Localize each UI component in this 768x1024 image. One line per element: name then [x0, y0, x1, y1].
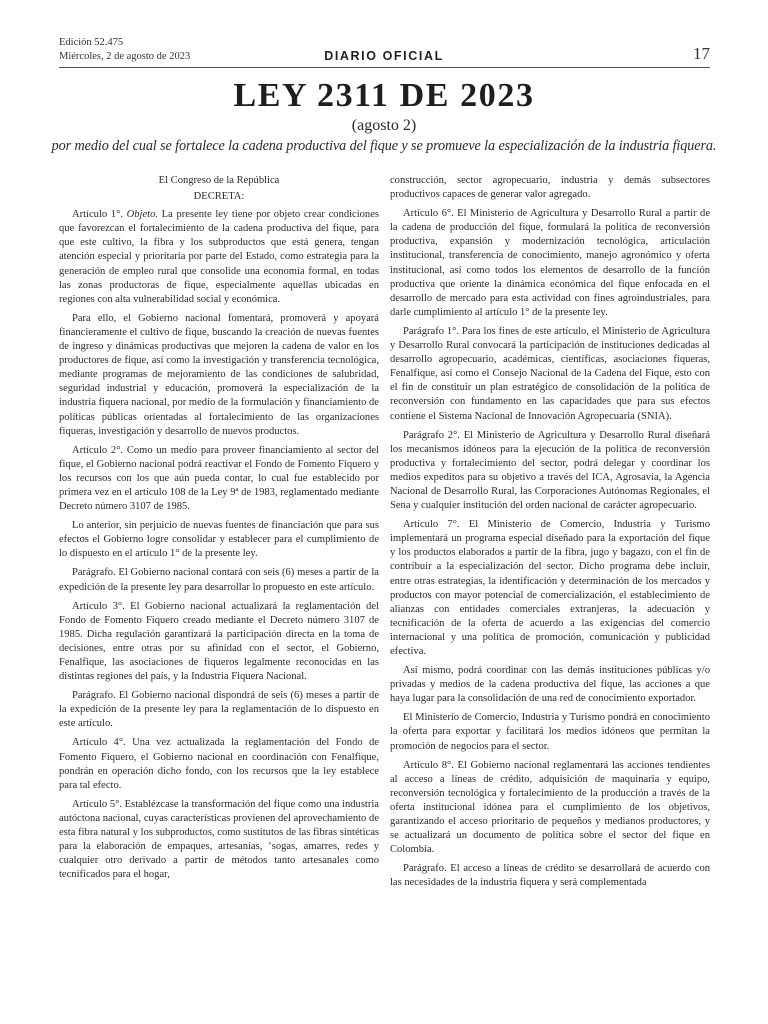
left-column: [59, 174, 379, 1020]
article-1-subject: Objeto.: [126, 209, 158, 221]
article-7: Artículo 7°. El Ministerio de Comercio, Industria y Turismo implementará un programa especial diseñado para la exportación del fique y los productos elaborados a partir de la fibra, jugo y bagazo, con el fin de contribuir a la especialización del sector. Dicho programa debe incluir, entre otras estrategias, la identificación y determinación de los mercados y productos con mayor potencial de comercialización, el establecimiento de alianzas con entidades comerciales extranjeras, la adecuación y tecnificación de la oferta de acuerdo a las exigencias del comercio internacional y una política de promoción, comunicación y publicidad efectiva.: [390, 519, 710, 657]
article-6-paragrafo-2: Parágrafo 2°. El Ministerio de Agricultura y Desarrollo Rural diseñará los mecanismos idóneos para la ejecución de la política de reconversión productiva y fortalecimiento del sector, podrá delegar y coordinar los medios expeditos para su objetivo a través del ICA, Agrosavia, la Agencia Nacional de Desarrollo Rural, las Corporaciones Autónomas Regionales, el Sena y cualquier institución del orden nacional de carácter agropecuario.: [390, 429, 710, 512]
congress-heading: El Congreso de la República: [158, 175, 280, 186]
article-4: Artículo 4°. Una vez actualizada la reglamentación del Fondo de Fomento Fiquero, el Gobierno nacional en coordinación con Fenalfique, pondrán en operación dicho fondo, con los recursos que la ley establece para tal efecto.: [59, 737, 379, 791]
article-8: Artículo 8°. El Gobierno nacional reglamentará las acciones tendientes al acceso a líneas de crédito, adquisición de maquinaria y equipo, reconversión tecnológica y fortalecimiento de la producción a través de la oferta institucional idónea para el cumplimiento de los objetivos, garantizando el acceso prioritario de pequeños y medianos productores, y se actualizará un documento de política sobre el sector del fique en Colombia.: [390, 759, 710, 856]
article-2: Artículo 2°. Como un medio para proveer financiamiento al sector del fique, el Gobierno nacional podrá reactivar el Fondo de Fomento Fiquero y los recursos con los que aún pueda contar, lo cual fue establecido por primera vez en el artículo 108 de la Ley 9ª de 1983, reglamentado mediante Decreto número 3107 de 1985.: [59, 444, 379, 513]
article-1: [59, 208, 379, 307]
publication-name: DIARIO OFICIAL: [324, 49, 444, 63]
page-number: 17: [693, 44, 710, 63]
article-2-paragraph-2: Lo anterior, sin perjuicio de nuevas fuentes de financiación que para sus efectos el Gobierno logre consolidar y establecer para el cumplimiento de lo dispuesto en el artículo 1° de la presente ley.: [59, 520, 379, 560]
header-date: Miércoles, 2 de agosto de 2023: [59, 51, 191, 62]
header-divider: [59, 67, 710, 68]
article-5-continuation: construcción, sector agropecuario, industria y demás subsectores productivos capaces de generar valor agregado.: [390, 175, 710, 201]
right-column: [390, 174, 710, 1020]
article-2-paragrafo: Parágrafo. El Gobierno nacional contará con seis (6) meses a partir de la expedición de la presente ley para desarrollar lo propuesto en este artículo.: [59, 567, 379, 593]
article-1-text: La presente ley tiene por objeto crear condiciones que favorezcan el fortalecimiento de la cadena productiva del fique, para que este cultivo, la fibra y los subproductos que está genera, tengan atención especial y prioritaria por parte del Estado, como estrategia para la generación de empleo rural que consolide una economía formal, en todas las zonas productoras de fique, especialmente aquellas ubicadas en regiones con alta vulnerabilidad social y económica.: [59, 209, 379, 305]
article-1-label: Artículo 1°.: [72, 209, 127, 221]
article-8-paragrafo: Parágrafo. El acceso a líneas de crédito se desarrollará de acuerdo con las necesidades de la industria fiquera y será complementada: [390, 863, 710, 889]
header-edition: Edición 52.475: [59, 37, 124, 48]
law-title: LEY 2311 DE 2023: [233, 77, 535, 114]
article-6-paragrafo-1: Parágrafo 1°. Para los fines de este artículo, el Ministerio de Agricultura y Desarrollo Rural convocará la participación de instituciones dedicadas al desarrollo agropecuario, académicas, científicas, asociaciones fiqueras, Fenalfique, así como el Consejo Nacional de la Cadena del Fique, esto con el fin de constituir un plan estratégico de consolidación de la política de reconversión con fundamento en las capacidades que para sus efectos contiene el Sistema Nacional de Innovación Agropecuaria (SNIA).: [390, 325, 710, 422]
article-3-paragrafo: Parágrafo. El Gobierno nacional dispondrá de seis (6) meses a partir de la expedición de la presente ley para la reglamentación de lo dispuesto en este artículo.: [59, 690, 379, 730]
article-3: Artículo 3°. El Gobierno nacional actualizará la reglamentación del Fondo de Fomento Fiquero creado mediante el Decreto número 3107 de 1985. Dicha regulación garantizará la participación directa en la toma de decisiones, entre otras por su afinidad con el sector, el Gobierno, Fenalfique, las asociaciones de fiqueros legalmente reconocidas en las distintas regiones del país, y la Industria Fiquera Nacional.: [59, 600, 379, 683]
law-subtitle: por medio del cual se fortalece la cadena productiva del fique y se promueve la especialización de la industria fiquera.: [51, 138, 717, 154]
decreta-heading: DECRETA:: [193, 191, 245, 203]
article-7-paragraph-3: El Ministerio de Comercio, Industria y Turismo pondrá en conocimiento la oferta para exportar y facilitará los medios idóneos que permitan la promoción de negocios para el sector.: [390, 712, 710, 752]
article-6: Artículo 6°. El Ministerio de Agricultura y Desarrollo Rural a partir de la cadena de producción del fique, formulará la política de reconversión productiva, expansión y modernización tecnológica, articulación institucional, transferencia de conocimiento, manejo agronómico y oferta institucional, así como todos los elementos de desarrollo de la función productiva que oriente la dinámica económica del fique enfocada en el desarrollo de mercado para esta actividad con fines agroindustriales, para darle cumplimiento al artículo 1° de la presente ley.: [390, 208, 710, 318]
article-7-paragraph-2: Así mismo, podrá coordinar con las demás instituciones públicas y/o privadas y medios de la cadena productiva del fique, las acciones a que haya lugar para la consolidación de una red de conocimiento exportador.: [390, 665, 710, 705]
law-date: (agosto 2): [351, 117, 417, 134]
article-5: Artículo 5°. Establézcase la transformación del fique como una industria autóctona nacional, cuyas características provienen del aprovechamiento de esta fibra natural y los subproductos, como sustitutos de las fibras sintéticas para la elaboración de empaques, artesanías, ‘sogas, amarres, redes y cualquier otro derivado a partir de métodos tanto artesanales como tecnificados para el hogar,: [59, 798, 379, 881]
article-1-paragraph-2: Para ello, el Gobierno nacional fomentará, promoverá y apoyará financieramente el cultivo de fique, buscando la creación de nuevas fuentes de ingreso y dinámicas productivas que mejoren la cadena de valor en los productores de fique, así como la investigación y transferencia tecnológica, mediante programas de mejoramiento de las condiciones de salubridad, seguridad industrial y educación, promoverá la especialización de la industria fiquera nacional, por medio de la formulación y financiamiento de políticas públicas orientadas al fortalecimiento de las organizaciones fiqueras, investigación y desarrollo de nuevos productos.: [59, 312, 379, 437]
